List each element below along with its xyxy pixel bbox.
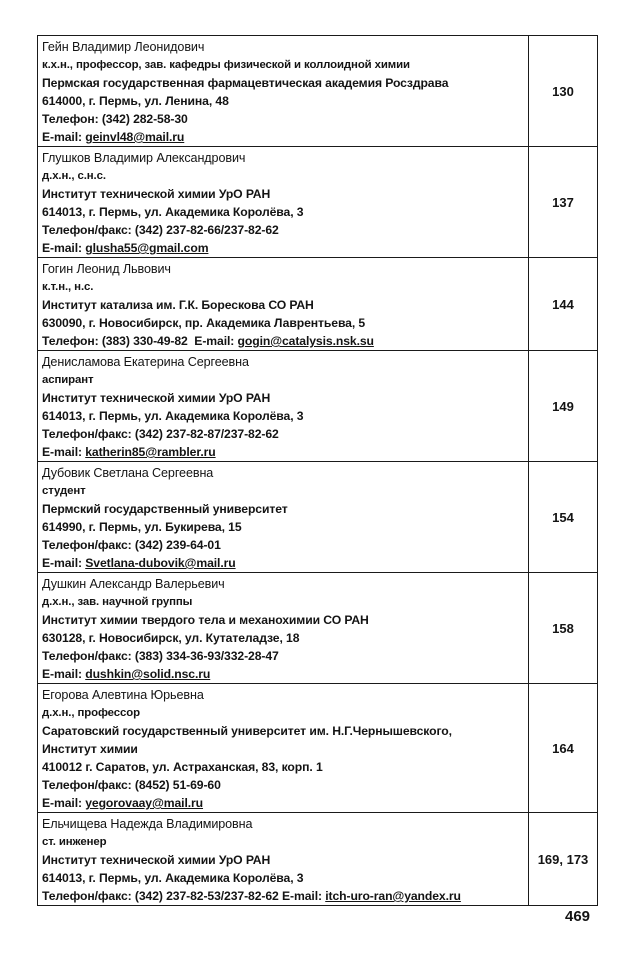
contact-prefix: Телефон/факс: (342) 237-82-53/237-82-62 E-mail:	[42, 889, 326, 903]
author-directory-table	[37, 35, 598, 906]
author-detail-line: Институт химии	[42, 742, 138, 756]
author-info-cell	[38, 351, 529, 462]
table-row	[38, 573, 598, 684]
author-detail-line: 614013, г. Пермь, ул. Академика Королёва, 3	[42, 871, 304, 885]
contact-line	[42, 239, 524, 257]
contact-line	[42, 443, 524, 461]
email-link[interactable]: itch-uro-ran@yandex.ru	[325, 889, 461, 903]
table-row	[38, 36, 598, 147]
page-reference: 130	[529, 36, 598, 147]
page-reference: 164	[529, 684, 598, 813]
page-reference: 144	[529, 258, 598, 351]
contact-line	[42, 887, 524, 905]
author-detail-line: Пермская государственная фармацевтическая академия Росздрава	[42, 76, 449, 90]
email-link[interactable]: gogin@catalysis.nsk.su	[237, 334, 374, 348]
page-reference: 154	[529, 462, 598, 573]
author-info-cell	[38, 147, 529, 258]
contact-prefix: E-mail:	[42, 445, 86, 459]
author-detail-line: Институт химии твердого тела и механохимии СО РАН	[42, 613, 369, 627]
contact-prefix: E-mail:	[42, 241, 86, 255]
author-position: студент	[42, 485, 86, 497]
author-name: Душкин Александр Валерьевич	[42, 577, 225, 591]
author-position: к.х.н., профессор, зав. кафедры физической и коллоидной химии	[42, 59, 410, 71]
author-position: к.т.н., н.с.	[42, 281, 94, 293]
contact-line	[42, 665, 524, 683]
author-name: Глушков Владимир Александрович	[42, 151, 246, 165]
page-reference: 149	[529, 351, 598, 462]
contact-line	[42, 554, 524, 572]
email-link[interactable]: Svetlana-dubovik@mail.ru	[85, 556, 236, 570]
table-row	[38, 147, 598, 258]
email-link[interactable]: geinvl48@mail.ru	[85, 130, 185, 144]
author-detail-line: 630128, г. Новосибирск, ул. Кутателадзе, 18	[42, 631, 300, 645]
author-info-cell	[38, 573, 529, 684]
author-detail-line: 630090, г. Новосибирск, пр. Академика Лаврентьева, 5	[42, 316, 366, 330]
author-detail-line: Телефон/факс: (383) 334-36-93/332-28-47	[42, 649, 279, 663]
email-link[interactable]: katherin85@rambler.ru	[85, 445, 216, 459]
table-row	[38, 351, 598, 462]
author-name: Денисламова Екатерина Сергеевна	[42, 355, 249, 369]
author-detail-line: Пермский государственный университет	[42, 502, 288, 516]
table-row	[38, 684, 598, 813]
email-link[interactable]: dushkin@solid.nsc.ru	[85, 667, 211, 681]
author-detail-line: Саратовский государственный университет им. Н.Г.Чернышевского,	[42, 724, 452, 738]
author-detail-line: 614013, г. Пермь, ул. Академика Королёва, 3	[42, 409, 304, 423]
author-name: Гейн Владимир Леонидович	[42, 40, 205, 54]
author-name: Ельчищева Надежда Владимировна	[42, 817, 253, 831]
email-link[interactable]: glusha55@gmail.com	[85, 241, 209, 255]
author-info-cell	[38, 462, 529, 573]
page-reference: 137	[529, 147, 598, 258]
table-row	[38, 258, 598, 351]
contact-prefix: E-mail:	[42, 796, 86, 810]
author-name: Егорова Алевтина Юрьевна	[42, 688, 204, 702]
author-directory-body	[38, 36, 598, 906]
email-link[interactable]: yegorovaay@mail.ru	[85, 796, 204, 810]
contact-prefix: Телефон: (383) 330-49-82 E-mail:	[42, 334, 238, 348]
author-position: д.х.н., профессор	[42, 707, 140, 719]
author-name: Гогин Леонид Львович	[42, 262, 171, 276]
author-info-cell	[38, 684, 529, 813]
table-row	[38, 462, 598, 573]
author-name: Дубовик Светлана Сергеевна	[42, 466, 214, 480]
table-row	[38, 813, 598, 906]
author-position: ст. инженер	[42, 836, 107, 848]
author-detail-line: 614000, г. Пермь, ул. Ленина, 48	[42, 94, 229, 108]
author-detail-line: Институт катализа им. Г.К. Борескова СО РАН	[42, 298, 314, 312]
author-position: д.х.н., с.н.с.	[42, 170, 106, 182]
author-info-cell	[38, 813, 529, 906]
page-reference: 169, 173	[529, 813, 598, 906]
author-detail-line: Телефон/факс: (342) 237-82-87/237-82-62	[42, 427, 279, 441]
author-detail-line: 410012 г. Саратов, ул. Астраханская, 83, корп. 1	[42, 760, 323, 774]
page-number: 469	[565, 908, 591, 925]
author-position: аспирант	[42, 374, 94, 386]
author-detail-line: Институт технической химии УрО РАН	[42, 853, 271, 867]
contact-line	[42, 128, 524, 146]
contact-prefix: E-mail:	[42, 130, 86, 144]
author-info-cell	[38, 258, 529, 351]
contact-line	[42, 794, 524, 812]
contact-prefix: E-mail:	[42, 556, 86, 570]
author-detail-line: 614990, г. Пермь, ул. Букирева, 15	[42, 520, 242, 534]
author-position: д.х.н., зав. научной группы	[42, 596, 193, 608]
author-detail-line: 614013, г. Пермь, ул. Академика Королёва, 3	[42, 205, 304, 219]
author-info-cell	[38, 36, 529, 147]
contact-line	[42, 332, 524, 350]
page-reference: 158	[529, 573, 598, 684]
author-detail-line: Институт технической химии УрО РАН	[42, 391, 271, 405]
author-detail-line: Институт технической химии УрО РАН	[42, 187, 271, 201]
contact-prefix: E-mail:	[42, 667, 86, 681]
author-detail-line: Телефон/факс: (8452) 51-69-60	[42, 778, 221, 792]
author-detail-line: Телефон: (342) 282-58-30	[42, 112, 188, 126]
author-detail-line: Телефон/факс: (342) 239-64-01	[42, 538, 221, 552]
author-detail-line: Телефон/факс: (342) 237-82-66/237-82-62	[42, 223, 279, 237]
